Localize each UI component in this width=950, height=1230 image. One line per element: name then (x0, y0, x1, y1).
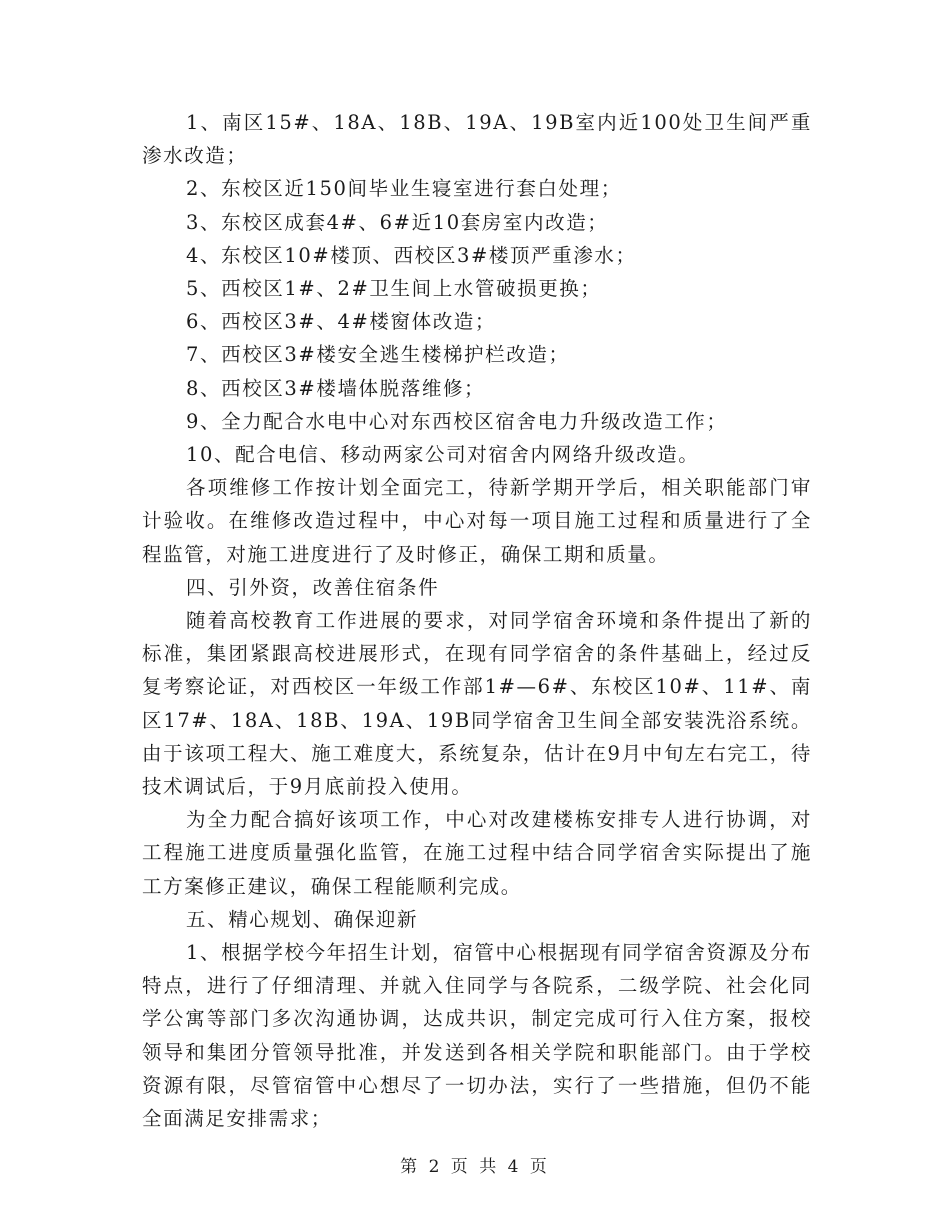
body-paragraph-enrollment-plan: 1、根据学校今年招生计划，宿管中心根据现有同学宿舍资源及分布特点，进行了仔细清理、并就入住同学与各院系，二级学院、社会化同学公寓等部门多次沟通协调，达成共识，制定完成可行入住方案，报校领导和集团分管领导批准，并发送到各相关学院和职能部门。由于学校资源有限，尽管宿管中心想尽了一切办法，实行了一些措施，但仍不能全面满足安排需求； (142, 941, 812, 1131)
list-item-8: 8、西校区3#楼墙体脱落维修； (186, 376, 486, 400)
list-item-9: 9、全力配合水电中心对东西校区宿舍电力升级改造工作； (186, 409, 728, 433)
body-paragraph-coordination: 为全力配合搞好该项工作，中心对改建楼栋安排专人进行协调，对工程施工进度质量强化监管，在施工过程中结合同学宿舍实际提出了施工方案修正建议，确保工程能顺利完成。 (142, 808, 812, 898)
document-body (142, 106, 812, 1135)
list-item-3: 3、东校区成套4#、6#近10套房室内改造； (186, 210, 609, 234)
section-heading-5: 五、精心规划、确保迎新 (186, 907, 419, 931)
list-item-7: 7、西校区3#楼安全逃生楼梯护栏改造； (186, 343, 570, 367)
list-item-6: 6、西校区3#、4#楼窗体改造； (186, 310, 496, 334)
list-item-10: 10、配合电信、移动两家公司对宿舍内网络升级改造。 (186, 443, 700, 467)
list-item-2: 2、东校区近150间毕业生寝室进行套白处理； (186, 177, 622, 201)
page-number-footer: 第 2 页 共 4 页 (400, 1157, 550, 1177)
section-heading-4: 四、引外资，改善住宿条件 (186, 575, 440, 599)
list-item-4: 4、东校区10#楼顶、西校区3#楼顶严重渗水； (186, 243, 637, 267)
body-paragraph-bath-system: 随着高校教育工作进展的要求，对同学宿舍环境和条件提出了新的标准，集团紧跟高校进展形式，在现有同学宿舍的条件基础上，经过反复考察论证，对西校区一年级工作部1#—6#、东校区10#、11#、南区17#、18A、18B、19A、19B同学宿舍卫生间全部安装洗浴系统。由于该项工程大、施工难度大，系统复杂，估计在9月中旬左右完工，待技术调试后，于9月底前投入使用。 (142, 609, 812, 799)
list-item-5: 5、西校区1#、2#卫生间上水管破损更换； (186, 277, 602, 301)
body-paragraph-summary: 各项维修工作按计划全面完工，待新学期开学后，相关职能部门审计验收。在维修改造过程中，中心对每一项目施工过程和质量进行了全程监管，对施工进度进行了及时修正，确保工期和质量。 (142, 476, 812, 566)
list-item-1: 1、南区15#、18A、18B、19A、19B室内近100处卫生间严重渗水改造； (142, 111, 812, 168)
